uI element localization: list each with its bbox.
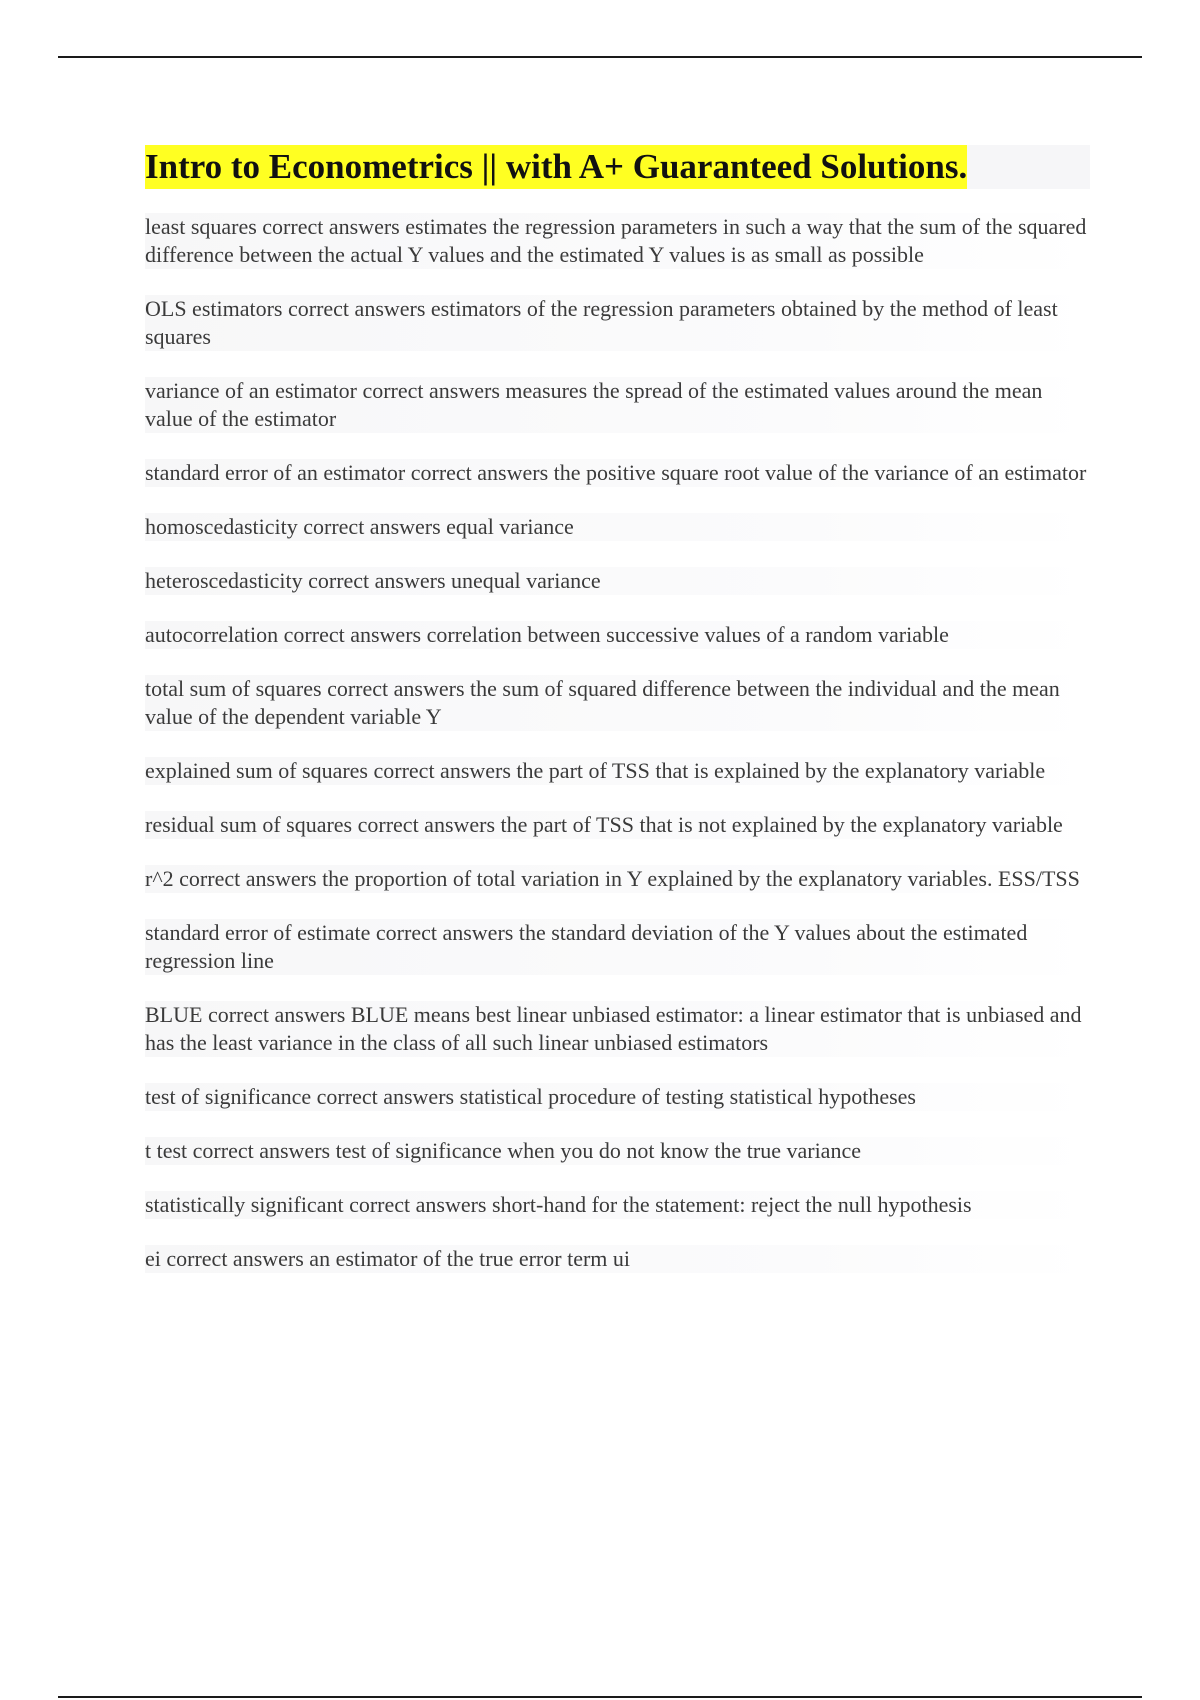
entry-residual-sum-of-squares: residual sum of squares correct answers the part of TSS that is not explained by the explanatory variable xyxy=(145,811,1090,839)
top-rule xyxy=(58,56,1142,58)
entry-standard-error-of-estimator: standard error of an estimator correct answers the positive square root value of the variance of an estimator xyxy=(145,459,1090,487)
entry-least-squares: least squares correct answers estimates the regression parameters in such a way that the sum of the squared difference between the actual Y values and the estimated Y values is as small as possible xyxy=(145,213,1090,269)
entry-total-sum-of-squares: total sum of squares correct answers the sum of squared difference between the individual and the mean value of the dependent variable Y xyxy=(145,675,1090,731)
entry-explained-sum-of-squares: explained sum of squares correct answers the part of TSS that is explained by the explanatory variable xyxy=(145,757,1090,785)
entry-standard-error-of-estimate: standard error of estimate correct answers the standard deviation of the Y values about the estimated regression line xyxy=(145,919,1090,975)
entry-test-of-significance: test of significance correct answers statistical procedure of testing statistical hypotheses xyxy=(145,1083,1090,1111)
page-title: Intro to Econometrics || with A+ Guaranteed Solutions. xyxy=(145,145,967,189)
entry-blue: BLUE correct answers BLUE means best linear unbiased estimator: a linear estimator that is unbiased and has the least variance in the class of all such linear unbiased estimators xyxy=(145,1001,1090,1057)
entry-variance-of-estimator: variance of an estimator correct answers measures the spread of the estimated values around the mean value of the estimator xyxy=(145,377,1090,433)
title-band xyxy=(145,145,1090,189)
entry-r-squared: r^2 correct answers the proportion of total variation in Y explained by the explanatory variables. ESS/TSS xyxy=(145,865,1090,893)
entry-homoscedasticity: homoscedasticity correct answers equal variance xyxy=(145,513,1090,541)
entry-statistically-significant: statistically significant correct answers short-hand for the statement: reject the null hypothesis xyxy=(145,1191,1090,1219)
entry-ols-estimators: OLS estimators correct answers estimators of the regression parameters obtained by the method of least squares xyxy=(145,295,1090,351)
document-body xyxy=(145,145,1090,1299)
entry-ei: ei correct answers an estimator of the true error term ui xyxy=(145,1245,1090,1273)
entry-autocorrelation: autocorrelation correct answers correlation between successive values of a random variable xyxy=(145,621,1090,649)
entry-heteroscedasticity: heteroscedasticity correct answers unequal variance xyxy=(145,567,1090,595)
entry-t-test: t test correct answers test of significance when you do not know the true variance xyxy=(145,1137,1090,1165)
bottom-rule xyxy=(58,1696,1142,1698)
